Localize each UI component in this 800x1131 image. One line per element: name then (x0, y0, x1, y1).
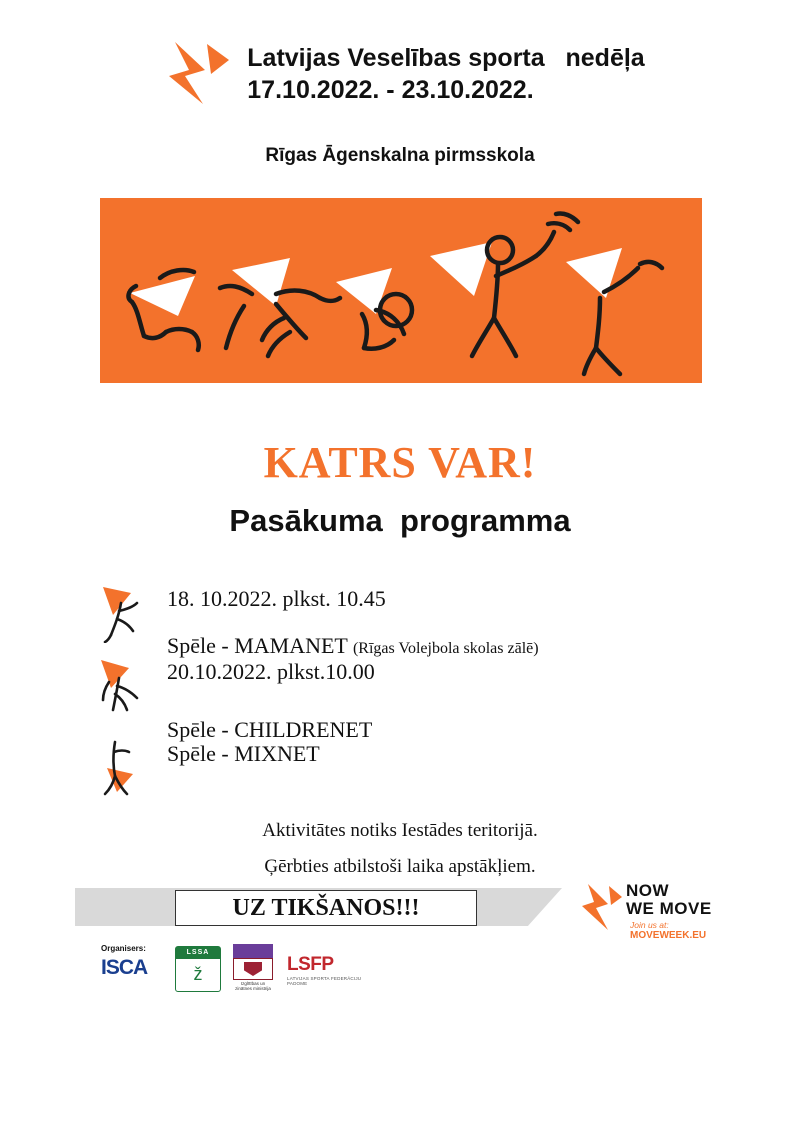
programme-item-venue-1: (Rīgas Volejbola skolas zālē) (352, 640, 539, 657)
lssa-logo-mark: ž (193, 964, 203, 984)
now-we-move-logo (578, 880, 728, 950)
programme-row-1 (95, 585, 755, 629)
nwm-line-2: WE MOVE (626, 898, 712, 918)
ribbon-text: UZ TIKŠANOS!!! (232, 894, 420, 921)
lssa-logo (175, 946, 221, 992)
ministry-logo-bar (233, 944, 273, 958)
isca-logo: ISCA (101, 956, 148, 979)
lsfp-logo (287, 954, 375, 986)
now-we-move-arrow-logo (578, 880, 624, 942)
nwm-url: MOVEWEEK.EU (630, 930, 707, 941)
walking-figure-icon (95, 740, 155, 798)
nwm-line-1: NOW (626, 881, 670, 900)
lsfp-name: LSFP (287, 954, 334, 975)
runner-figure-icon (95, 658, 155, 716)
event-title-line-2: 17.10.2022. - 23.10.2022. (247, 76, 534, 104)
decorative-figures-banner (100, 198, 702, 383)
move-week-arrow-logo (155, 30, 241, 116)
page-title: KATRS VAR! (263, 438, 537, 487)
poster-header (0, 30, 800, 116)
ministry-crest-icon (233, 958, 273, 980)
programme-row-2 (95, 632, 755, 660)
programme-item-title-3: Spēle - MIXNET (167, 741, 320, 766)
programme-item-title-1: Spēle - MAMANET (167, 633, 353, 658)
organisation-subtitle: Rīgas Āgenskalna pirmsskola (265, 145, 535, 166)
lsfp-subtitle: LATVIJAS SPORTA FEDERĀCIJU PADOME (287, 976, 362, 986)
event-title-line-1: Latvijas Veselības sporta nedēļa (247, 44, 645, 72)
ministry-caption: Izglītības un zinātnes ministrija (235, 981, 271, 992)
nwm-join-label: Join us at: (630, 920, 669, 930)
farewell-ribbon (75, 888, 562, 926)
lssa-logo-top: LSSA (176, 947, 220, 959)
programme-item-title-2: Spēle - CHILDRENET (167, 717, 373, 742)
programme-item-datetime-1: 18. 10.2022. plkst. 10.45 (167, 586, 386, 611)
programme-item-datetime-2: 20.10.2022. plkst.10.00 (167, 659, 375, 684)
organisers-row (95, 940, 375, 1000)
programme-row-5 (95, 740, 755, 784)
programme-heading: Pasākuma programma (229, 503, 571, 538)
ministry-logo (233, 944, 273, 992)
programme-row-3 (95, 658, 755, 702)
note-location: Aktivitātes notiks Iestādes teritorijā. (262, 820, 538, 841)
organisers-label: Organisers: (101, 944, 146, 953)
header-text-block (247, 30, 644, 106)
now-we-move-wordmark (626, 882, 712, 918)
note-clothing: Ģērbties atbilstoši laika apstākļiem. (264, 856, 536, 877)
ribbon-text-box (175, 890, 477, 926)
